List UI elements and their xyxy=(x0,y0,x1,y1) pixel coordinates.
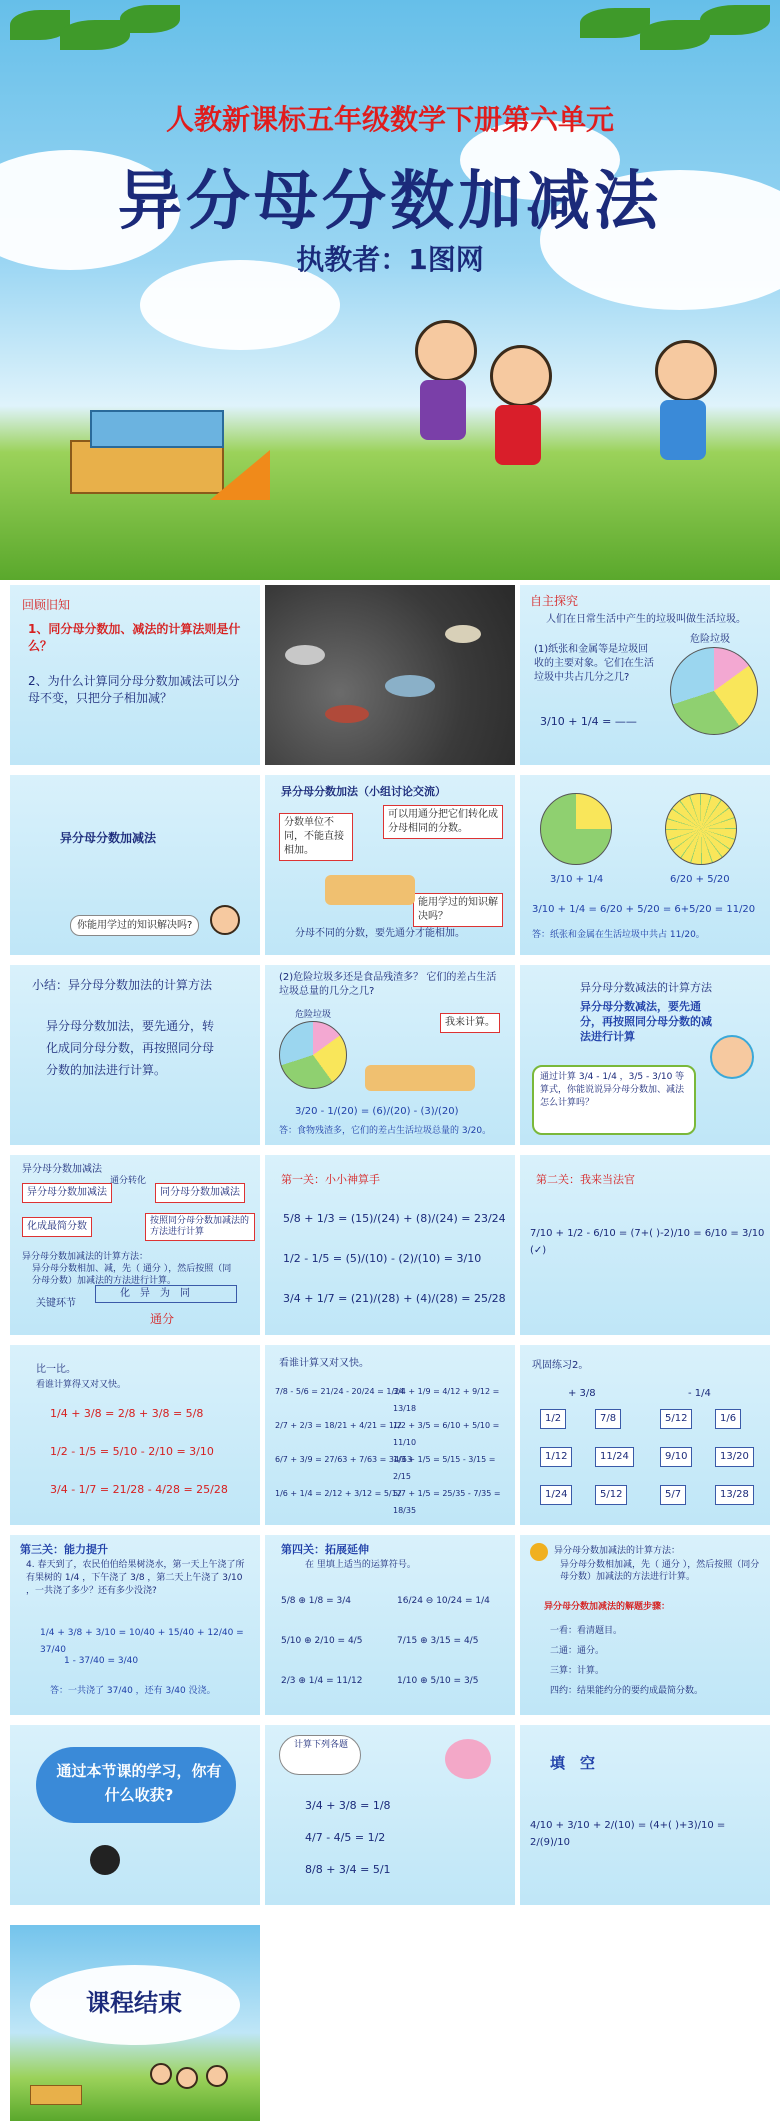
cover-author: 执教者：1图网 xyxy=(296,243,484,276)
recap-step: 四约：结果能约分的要约成最简分数。 xyxy=(550,1686,704,1696)
calc-row: 4/7 - 4/5 = 1/2 xyxy=(305,1831,386,1844)
danger-pie-chart xyxy=(279,1021,347,1089)
level3-problem: 4. 春天到了，农民伯伯给果树浇水，第一天上午浇了所有果树的 1/4 ，下午浇了 3/8 ，第二天上午浇了 3/10 ，一共浇了多少？还有多少没浇? xyxy=(26,1560,245,1596)
table-icon xyxy=(325,875,415,905)
pies-formula-2: 6/20 + 5/20 xyxy=(670,874,730,885)
calc-row: 3/4 + 3/8 = 1/8 xyxy=(305,1799,391,1812)
flow-tongfen: 通分 xyxy=(150,1312,175,1326)
calc-cloud-text: 计算下列各题 xyxy=(293,1740,348,1750)
level3-heading: 第三关：能力提升 xyxy=(20,1543,108,1556)
level1-row: 5/8 + 1/3 = (15)/(24) + (8)/(24) = 23/24 xyxy=(283,1212,506,1225)
recap-steps-title: 异分母分数加减法的解题步骤： xyxy=(544,1602,671,1612)
quick-right-row: 3/4 + 1/9 = 4/12 + 9/12 = 13/18 xyxy=(393,1387,500,1413)
fairy-icon xyxy=(710,1035,754,1079)
book-icon xyxy=(70,440,224,494)
triangle-ruler-icon xyxy=(210,450,270,500)
flow-arrow-label: 通分转化 xyxy=(110,1176,147,1186)
subtract-card: 通过计算 3/4 - 1/4 ，3/5 - 3/10 等算式，你能说说异分母分数加、减法怎么计算吗？ xyxy=(540,1072,685,1108)
slide-level4 xyxy=(265,1535,515,1715)
level3-calc-1: 1/4 + 3/8 + 3/10 = 10/40 + 15/40 + 12/40 = 37/40 xyxy=(40,1628,244,1655)
slide-fill xyxy=(520,1725,770,1905)
group-bubble-1: 分数单位不同，不能直接相加。 xyxy=(279,813,353,861)
summary-heading: 小结：异分母分数加法的计算方法 xyxy=(32,978,213,992)
flow-box-2: 同分母分数加减法 xyxy=(155,1183,245,1203)
pie-twentieths xyxy=(665,793,737,865)
child-icon xyxy=(176,2067,198,2089)
slide-danger xyxy=(265,965,515,1145)
level4-right-row: 1/10 ⊕ 5/10 = 3/5 xyxy=(397,1676,479,1686)
practice2-right-result: 13/20 xyxy=(715,1447,754,1467)
slide-title xyxy=(10,775,260,955)
child-icon xyxy=(210,905,240,935)
group-bubble-3: 能用学过的知识解决吗？ xyxy=(413,893,503,927)
quick-right-row: 1/3 + 1/5 = 5/15 - 3/15 = 2/15 xyxy=(393,1455,496,1481)
level4-left-row: 5/8 ⊕ 1/8 = 3/4 xyxy=(281,1596,351,1606)
danger-bubble: 我来计算。 xyxy=(440,1013,500,1033)
compare-row: 3/4 - 1/7 = 21/28 - 4/28 = 25/28 xyxy=(50,1483,228,1496)
group-heading: 异分母分数加法（小组讨论交流） xyxy=(281,785,446,798)
practice2-left-item: 1/2 xyxy=(540,1409,566,1429)
recap-step: 二通：通分。 xyxy=(550,1646,605,1656)
slide-level2 xyxy=(520,1155,770,1335)
subtract-body: 异分母分数减法，要先通分，再按照同分母分数的减法进行计算 xyxy=(580,1000,712,1043)
recap-step: 三算：计算。 xyxy=(550,1666,605,1676)
calc-row: 8/8 + 3/4 = 5/1 xyxy=(305,1863,391,1876)
group-footer: 分母不同的分数，要先通分才能相加。 xyxy=(295,928,465,939)
level4-right-row: 7/15 ⊕ 3/15 = 4/5 xyxy=(397,1636,479,1646)
quick-left-row: 2/7 + 2/3 = 18/21 + 4/21 = 1/2 xyxy=(275,1421,402,1430)
review-heading: 回顾旧知 xyxy=(22,598,71,612)
pig-icon xyxy=(445,1739,491,1779)
danger-pie-label: 危险垃圾 xyxy=(295,1010,332,1020)
practice2-left-item: 1/24 xyxy=(540,1485,572,1505)
flow-steps: 化 异 为 同 xyxy=(120,1288,190,1299)
practice2-right-item: 5/7 xyxy=(660,1485,686,1505)
child-body xyxy=(660,400,706,460)
child-icon xyxy=(206,2065,228,2087)
level4-right-row: 16/24 ⊖ 10/24 = 1/4 xyxy=(397,1596,490,1606)
pies-formula-1: 3/10 + 1/4 xyxy=(550,874,604,885)
slide-summary xyxy=(10,965,260,1145)
slide-level3 xyxy=(10,1535,260,1715)
explore-heading: 自主探究 xyxy=(530,594,579,608)
slide-explore xyxy=(520,585,770,765)
slide-recap xyxy=(520,1535,770,1715)
practice2-left-result: 11/24 xyxy=(595,1447,634,1467)
practice2-left-op: + 3/8 xyxy=(568,1388,596,1399)
summary-body: 异分母分数加法，要先通分，转化成同分母分数，再按照同分母分数的加法进行计算。 xyxy=(46,1019,215,1077)
level4-sub: 在 里填上适当的运算符号。 xyxy=(305,1560,416,1570)
leaf-icon xyxy=(120,5,180,33)
slide-flow xyxy=(10,1155,260,1335)
compare-row: 1/4 + 3/8 = 2/8 + 3/8 = 5/8 xyxy=(50,1407,204,1420)
recap-line-2: 异分母分数相加减，先（ 通分 ），然后按照（同分母分数）加减法的方法进行计算。 xyxy=(560,1560,760,1582)
group-bubble-2: 可以用通分把它们转化成分母相同的分数。 xyxy=(383,805,503,839)
flow-box-3: 化成最简分数 xyxy=(22,1217,92,1237)
fill-heading: 填 空 xyxy=(550,1754,596,1772)
quick-left-row: 1/6 + 1/4 = 2/12 + 3/12 = 5/12 xyxy=(275,1489,402,1498)
cover-subtitle: 人教新课标五年级数学下册第六单元 xyxy=(165,103,614,136)
practice2-heading: 巩固练习2。 xyxy=(532,1360,589,1371)
child-icon xyxy=(490,345,552,407)
review-q1: 1、同分母分数加、减法的计算法则是什么？ xyxy=(28,622,241,653)
child-icon xyxy=(415,320,477,382)
flow-key: 关键环节 xyxy=(36,1298,76,1309)
level2-row: 7/10 + 1/2 - 6/10 = (7+( )-2)/10 = 6/10 = 3/10 (✓) xyxy=(530,1228,765,1256)
table-icon xyxy=(365,1065,475,1091)
cover-slide xyxy=(0,0,780,580)
slide-practice2 xyxy=(520,1345,770,1525)
practice2-left-result: 7/8 xyxy=(595,1409,621,1429)
quick-left-row: 6/7 + 3/9 = 27/63 + 7/63 = 34/63 xyxy=(275,1455,412,1464)
child-body xyxy=(495,405,541,465)
level1-heading: 第一关：小小神算手 xyxy=(281,1173,380,1186)
slide-review xyxy=(10,585,260,765)
slide-calc-topics xyxy=(265,1725,515,1905)
slide-group xyxy=(265,775,515,955)
flow-line-1: 异分母分数加减法的计算方法： xyxy=(22,1252,149,1262)
slide-pies xyxy=(520,775,770,955)
title-slide-bubble: 你能用学过的知识解决吗? xyxy=(70,915,199,936)
level1-row: 3/4 + 1/7 = (21)/(28) + (4)/(28) = 25/28 xyxy=(283,1292,506,1305)
slide-compare xyxy=(10,1345,260,1525)
flow-box-1: 异分母分数加减法 xyxy=(22,1183,112,1203)
pie-tenths xyxy=(540,793,612,865)
practice2-left-result: 5/12 xyxy=(595,1485,627,1505)
child-icon xyxy=(150,2063,172,2085)
compare-row: 1/2 - 1/5 = 5/10 - 2/10 = 3/10 xyxy=(50,1445,214,1458)
explore-line2: (1)纸张和金属等是垃圾回收的主要对象。它们在生活垃圾中共占几分之几? xyxy=(534,644,654,683)
danger-answer: 答：食物残渣多，它们的差占生活垃圾总量的 3/20。 xyxy=(279,1126,492,1136)
trash-icon xyxy=(445,625,481,643)
practice2-right-result: 13/28 xyxy=(715,1485,754,1505)
flow-heading: 异分母分数加减法 xyxy=(22,1164,102,1175)
quick-right-row: 1/2 + 3/5 = 6/10 + 5/10 = 11/10 xyxy=(393,1421,500,1447)
flow-line-2: 异分母分数相加、减，先（ 通分 ），然后按照（同分母分数）加减法的方法进行计算。 xyxy=(32,1264,232,1286)
trash-icon xyxy=(385,675,435,697)
book-icon xyxy=(90,410,224,448)
title-slide-text: 异分母分数加减法 xyxy=(60,831,157,845)
recap-line-1: 异分母分数加减法的计算方法： xyxy=(554,1546,681,1556)
child-icon xyxy=(655,340,717,402)
garbage-photo xyxy=(265,585,515,765)
explore-line1: 人们在日常生活中产生的垃圾叫做生活垃圾。 xyxy=(546,614,746,625)
explore-formula: 3/10 + 1/4 = —— xyxy=(540,715,637,728)
practice2-left-item: 1/12 xyxy=(540,1447,572,1467)
level1-row: 1/2 - 1/5 = (5)/(10) - (2)/(10) = 3/10 xyxy=(283,1252,482,1265)
slide-end xyxy=(10,1925,260,2121)
mouse-icon xyxy=(90,1845,120,1875)
trash-icon xyxy=(285,645,325,665)
harvest-text: 通过本节课的学习，你有什么收获? xyxy=(56,1762,222,1804)
level2-heading: 第二关：我来当法官 xyxy=(536,1173,635,1186)
child-body xyxy=(420,380,466,440)
danger-formula: 3/20 - 1/(20) = (6)/(20) - (3)/(20) xyxy=(295,1106,459,1117)
danger-question: (2)危险垃圾多还是食品残渣多？ 它们的差占生活垃圾总量的几分之几? xyxy=(279,972,497,997)
compare-sub: 看谁计算得又对又快。 xyxy=(36,1380,127,1390)
waste-pie-chart xyxy=(670,647,758,735)
level3-calc-2: 1 - 37/40 = 3/40 xyxy=(64,1656,139,1666)
end-text: 课程结束 xyxy=(86,1989,182,2017)
flow-box-4: 按照同分母分数加减法的方法进行计算 xyxy=(145,1213,255,1241)
level4-heading: 第四关：拓展延伸 xyxy=(281,1543,369,1556)
explore-pie-label: 危险垃圾 xyxy=(690,634,730,645)
slide-harvest xyxy=(10,1725,260,1905)
leaf-icon xyxy=(700,5,770,35)
practice2-right-op: - 1/4 xyxy=(688,1388,711,1399)
owl-icon xyxy=(530,1543,548,1561)
pies-answer: 答：纸张和金属在生活垃圾中共占 11/20。 xyxy=(532,930,705,940)
practice2-right-item: 5/12 xyxy=(660,1409,692,1429)
recap-step: 一看：看清题目。 xyxy=(550,1626,623,1636)
trash-icon xyxy=(325,705,369,723)
cover-title: 异分母分数加减法 xyxy=(118,165,662,239)
review-q2: 2、为什么计算同分母分数加减法可以分母不变，只把分子相加减？ xyxy=(28,674,240,705)
slide-subtract xyxy=(520,965,770,1145)
level4-left-row: 5/10 ⊕ 2/10 = 4/5 xyxy=(281,1636,363,1646)
fill-row: 4/10 + 3/10 + 2/(10) = (4+( )+3)/10 = 2/(9)/10 xyxy=(530,1820,726,1848)
book-icon xyxy=(30,2085,82,2105)
quick-heading: 看谁计算又对又快。 xyxy=(279,1358,369,1369)
slide-level1 xyxy=(265,1155,515,1335)
subtract-heading: 异分母分数减法的计算方法 xyxy=(580,981,712,994)
compare-heading: 比一比。 xyxy=(36,1364,76,1375)
level3-answer: 答：一共浇了 37/40 ，还有 3/40 没浇。 xyxy=(50,1686,216,1696)
practice2-right-result: 1/6 xyxy=(715,1409,741,1429)
practice2-right-item: 9/10 xyxy=(660,1447,692,1467)
quick-right-row: 5/7 + 1/5 = 25/35 - 7/35 = 18/35 xyxy=(393,1489,501,1515)
level4-left-row: 2/3 ⊕ 1/4 = 11/12 xyxy=(281,1676,363,1686)
pies-equation: 3/10 + 1/4 = 6/20 + 5/20 = 6+5/20 = 11/20 xyxy=(532,904,756,915)
quick-left-row: 7/8 - 5/6 = 21/24 - 20/24 = 1/24 xyxy=(275,1387,405,1396)
slide-quick xyxy=(265,1345,515,1525)
